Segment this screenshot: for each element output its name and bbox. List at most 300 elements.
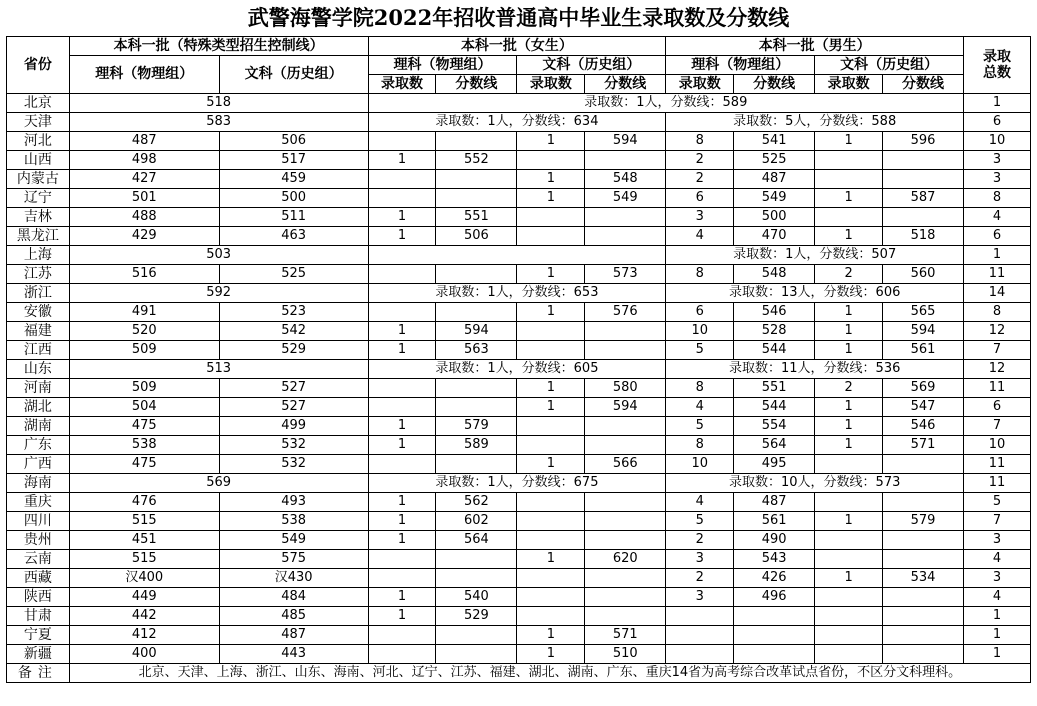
header-female-sci-score: 分数线 xyxy=(436,75,517,94)
table-row xyxy=(7,474,1031,493)
special-art-score: 575 xyxy=(219,550,368,569)
female-note-merged: 录取数：1人，分数线：653 xyxy=(368,284,666,303)
header-male-sci-score: 分数线 xyxy=(734,75,815,94)
female-art-count: 1 xyxy=(517,170,585,189)
special-art-score: 487 xyxy=(219,626,368,645)
table-row xyxy=(7,322,1031,341)
special-art-score: 527 xyxy=(219,379,368,398)
female-sci-score xyxy=(436,645,517,664)
total-cell: 14 xyxy=(964,284,1031,303)
special-art-score: 485 xyxy=(219,607,368,626)
male-art-score xyxy=(883,588,964,607)
total-cell: 12 xyxy=(964,360,1031,379)
female-sci-score xyxy=(436,398,517,417)
special-art-score: 511 xyxy=(219,208,368,227)
male-sci-count xyxy=(666,626,734,645)
male-sci-count: 2 xyxy=(666,569,734,588)
province-cell: 新疆 xyxy=(7,645,70,664)
female-art-count: 1 xyxy=(517,645,585,664)
female-art-score: 576 xyxy=(585,303,666,322)
header-group-female: 本科一批（女生） xyxy=(368,37,666,56)
female-art-count: 1 xyxy=(517,626,585,645)
special-art-score: 523 xyxy=(219,303,368,322)
male-sci-score xyxy=(734,607,815,626)
male-sci-score: 561 xyxy=(734,512,815,531)
male-art-count xyxy=(815,588,883,607)
total-cell: 3 xyxy=(964,531,1031,550)
female-art-score: 571 xyxy=(585,626,666,645)
special-sci-score: 427 xyxy=(69,170,219,189)
table-row xyxy=(7,626,1031,645)
female-sci-count xyxy=(368,569,436,588)
table-row xyxy=(7,379,1031,398)
special-sci-score: 538 xyxy=(69,436,219,455)
female-sci-count xyxy=(368,132,436,151)
female-art-count xyxy=(517,493,585,512)
female-art-count xyxy=(517,341,585,360)
female-sci-score xyxy=(436,170,517,189)
province-cell: 海南 xyxy=(7,474,70,493)
male-art-score xyxy=(883,626,964,645)
male-sci-score: 490 xyxy=(734,531,815,550)
male-art-score: 534 xyxy=(883,569,964,588)
special-sci-score: 476 xyxy=(69,493,219,512)
special-sci-score: 504 xyxy=(69,398,219,417)
female-sci-count xyxy=(368,170,436,189)
male-art-count: 1 xyxy=(815,341,883,360)
female-art-count: 1 xyxy=(517,455,585,474)
page-title: 武警海警学院2022年招收普通高中毕业生录取数及分数线 xyxy=(247,5,790,30)
male-sci-count xyxy=(666,645,734,664)
male-art-score: 560 xyxy=(883,265,964,284)
female-art-count: 1 xyxy=(517,189,585,208)
male-note-merged: 录取数：5人，分数线：588 xyxy=(666,113,964,132)
province-cell: 内蒙古 xyxy=(7,170,70,189)
province-cell: 重庆 xyxy=(7,493,70,512)
male-art-count: 1 xyxy=(815,417,883,436)
header-special-art: 文科（历史组） xyxy=(219,56,368,94)
female-art-score xyxy=(585,436,666,455)
female-art-count xyxy=(517,569,585,588)
male-art-count xyxy=(815,626,883,645)
province-cell: 甘肃 xyxy=(7,607,70,626)
female-male-note-merged: 录取数：1人，分数线：589 xyxy=(368,94,964,113)
total-cell: 6 xyxy=(964,113,1031,132)
female-sci-count: 1 xyxy=(368,531,436,550)
province-cell: 四川 xyxy=(7,512,70,531)
special-art-score: 459 xyxy=(219,170,368,189)
male-sci-score: 495 xyxy=(734,455,815,474)
male-sci-count: 6 xyxy=(666,303,734,322)
province-cell: 山西 xyxy=(7,151,70,170)
table-row xyxy=(7,607,1031,626)
special-sci-score: 449 xyxy=(69,588,219,607)
special-art-score: 525 xyxy=(219,265,368,284)
male-sci-score: 551 xyxy=(734,379,815,398)
male-art-count xyxy=(815,645,883,664)
header-female-sci: 理科（物理组） xyxy=(368,56,517,75)
special-sci-score: 475 xyxy=(69,417,219,436)
female-sci-count xyxy=(368,550,436,569)
female-art-count xyxy=(517,436,585,455)
header-male-sci-count: 录取数 xyxy=(666,75,734,94)
female-art-score: 510 xyxy=(585,645,666,664)
male-art-count xyxy=(815,531,883,550)
male-sci-score: 544 xyxy=(734,341,815,360)
special-art-score: 532 xyxy=(219,455,368,474)
header-special-sci: 理科（物理组） xyxy=(69,56,219,94)
special-sci-score: 442 xyxy=(69,607,219,626)
special-art-score: 527 xyxy=(219,398,368,417)
total-cell: 10 xyxy=(964,436,1031,455)
male-sci-score: 500 xyxy=(734,208,815,227)
total-cell: 7 xyxy=(964,512,1031,531)
total-cell: 4 xyxy=(964,208,1031,227)
male-sci-count: 4 xyxy=(666,227,734,246)
female-sci-count xyxy=(368,626,436,645)
table-row xyxy=(7,151,1031,170)
female-art-score xyxy=(585,512,666,531)
province-cell: 陕西 xyxy=(7,588,70,607)
table-row xyxy=(7,94,1031,113)
male-sci-score: 470 xyxy=(734,227,815,246)
male-art-count xyxy=(815,607,883,626)
total-cell: 1 xyxy=(964,246,1031,265)
female-note-merged xyxy=(368,246,666,265)
female-sci-score: 589 xyxy=(436,436,517,455)
male-art-score: 596 xyxy=(883,132,964,151)
female-art-score xyxy=(585,493,666,512)
province-cell: 北京 xyxy=(7,94,70,113)
male-sci-count: 8 xyxy=(666,265,734,284)
female-art-score xyxy=(585,531,666,550)
special-art-score: 529 xyxy=(219,341,368,360)
female-sci-count xyxy=(368,303,436,322)
female-sci-score: 540 xyxy=(436,588,517,607)
male-sci-score: 487 xyxy=(734,493,815,512)
male-art-count xyxy=(815,493,883,512)
total-cell: 3 xyxy=(964,569,1031,588)
female-sci-score: 551 xyxy=(436,208,517,227)
female-sci-count xyxy=(368,455,436,474)
female-art-count xyxy=(517,588,585,607)
male-sci-count: 8 xyxy=(666,379,734,398)
female-sci-count: 1 xyxy=(368,227,436,246)
province-cell: 浙江 xyxy=(7,284,70,303)
female-sci-score xyxy=(436,265,517,284)
female-sci-score: 564 xyxy=(436,531,517,550)
female-art-count: 1 xyxy=(517,550,585,569)
female-art-score: 549 xyxy=(585,189,666,208)
header-female-art-count: 录取数 xyxy=(517,75,585,94)
province-cell: 云南 xyxy=(7,550,70,569)
female-art-count xyxy=(517,512,585,531)
header-male-art-count: 录取数 xyxy=(815,75,883,94)
total-cell: 11 xyxy=(964,265,1031,284)
male-art-count: 1 xyxy=(815,512,883,531)
male-art-count: 1 xyxy=(815,398,883,417)
female-sci-count: 1 xyxy=(368,322,436,341)
female-sci-score: 602 xyxy=(436,512,517,531)
female-art-score: 580 xyxy=(585,379,666,398)
province-cell: 黑龙江 xyxy=(7,227,70,246)
special-sci-score: 509 xyxy=(69,379,219,398)
female-sci-score xyxy=(436,132,517,151)
female-sci-score: 594 xyxy=(436,322,517,341)
male-art-count xyxy=(815,550,883,569)
female-art-score: 573 xyxy=(585,265,666,284)
total-cell: 8 xyxy=(964,303,1031,322)
table-row xyxy=(7,227,1031,246)
male-sci-count: 5 xyxy=(666,417,734,436)
male-sci-score: 549 xyxy=(734,189,815,208)
special-sci-score: 429 xyxy=(69,227,219,246)
special-sci-score: 400 xyxy=(69,645,219,664)
total-cell: 11 xyxy=(964,455,1031,474)
special-art-score: 463 xyxy=(219,227,368,246)
province-cell: 西藏 xyxy=(7,569,70,588)
special-line-merged: 592 xyxy=(69,284,368,303)
province-cell: 辽宁 xyxy=(7,189,70,208)
male-sci-score: 525 xyxy=(734,151,815,170)
female-sci-score xyxy=(436,379,517,398)
female-art-score xyxy=(585,227,666,246)
special-art-score: 517 xyxy=(219,151,368,170)
special-sci-score: 汉400 xyxy=(69,569,219,588)
female-note-merged: 录取数：1人，分数线：605 xyxy=(368,360,666,379)
total-cell: 1 xyxy=(964,645,1031,664)
male-sci-count: 3 xyxy=(666,588,734,607)
male-sci-count: 2 xyxy=(666,170,734,189)
male-sci-count: 6 xyxy=(666,189,734,208)
special-sci-score: 487 xyxy=(69,132,219,151)
special-sci-score: 488 xyxy=(69,208,219,227)
male-art-score xyxy=(883,455,964,474)
province-cell: 宁夏 xyxy=(7,626,70,645)
male-art-count xyxy=(815,151,883,170)
male-sci-count: 5 xyxy=(666,341,734,360)
female-sci-count xyxy=(368,398,436,417)
province-cell: 天津 xyxy=(7,113,70,132)
special-art-score: 汉430 xyxy=(219,569,368,588)
female-art-score: 548 xyxy=(585,170,666,189)
female-sci-score xyxy=(436,626,517,645)
female-art-count: 1 xyxy=(517,303,585,322)
table-header xyxy=(7,37,1031,94)
total-cell: 8 xyxy=(964,189,1031,208)
male-note-merged: 录取数：10人，分数线：573 xyxy=(666,474,964,493)
province-cell: 贵州 xyxy=(7,531,70,550)
province-cell: 广西 xyxy=(7,455,70,474)
female-sci-score: 579 xyxy=(436,417,517,436)
female-art-score: 566 xyxy=(585,455,666,474)
male-sci-count: 10 xyxy=(666,322,734,341)
female-sci-score: 529 xyxy=(436,607,517,626)
special-sci-score: 412 xyxy=(69,626,219,645)
male-sci-count: 3 xyxy=(666,208,734,227)
special-art-score: 542 xyxy=(219,322,368,341)
male-sci-score: 554 xyxy=(734,417,815,436)
male-note-merged: 录取数：1人，分数线：507 xyxy=(666,246,964,265)
total-cell: 5 xyxy=(964,493,1031,512)
header-male-sci: 理科（物理组） xyxy=(666,56,815,75)
male-sci-score xyxy=(734,645,815,664)
total-cell: 4 xyxy=(964,588,1031,607)
male-sci-count: 8 xyxy=(666,436,734,455)
female-sci-count xyxy=(368,645,436,664)
table-row xyxy=(7,265,1031,284)
province-cell: 湖北 xyxy=(7,398,70,417)
female-sci-score xyxy=(436,303,517,322)
female-sci-count: 1 xyxy=(368,493,436,512)
female-sci-count: 1 xyxy=(368,151,436,170)
male-sci-score: 487 xyxy=(734,170,815,189)
special-line-merged: 583 xyxy=(69,113,368,132)
table-row xyxy=(7,455,1031,474)
special-art-score: 506 xyxy=(219,132,368,151)
female-art-score xyxy=(585,417,666,436)
male-art-score: 518 xyxy=(883,227,964,246)
province-cell: 江西 xyxy=(7,341,70,360)
province-cell: 河北 xyxy=(7,132,70,151)
female-sci-count: 1 xyxy=(368,208,436,227)
table-row xyxy=(7,588,1031,607)
female-art-score xyxy=(585,341,666,360)
table-row xyxy=(7,398,1031,417)
female-art-count: 1 xyxy=(517,265,585,284)
special-art-score: 500 xyxy=(219,189,368,208)
female-sci-count xyxy=(368,265,436,284)
female-sci-count: 1 xyxy=(368,607,436,626)
special-art-score: 538 xyxy=(219,512,368,531)
table-row xyxy=(7,417,1031,436)
female-art-score: 594 xyxy=(585,132,666,151)
female-sci-score xyxy=(436,569,517,588)
total-cell: 3 xyxy=(964,170,1031,189)
male-sci-score: 548 xyxy=(734,265,815,284)
female-sci-count: 1 xyxy=(368,512,436,531)
total-cell: 7 xyxy=(964,417,1031,436)
male-sci-count: 10 xyxy=(666,455,734,474)
male-sci-score: 496 xyxy=(734,588,815,607)
table-footer xyxy=(7,664,1031,683)
male-art-count xyxy=(815,455,883,474)
table-row xyxy=(7,170,1031,189)
female-sci-score xyxy=(436,189,517,208)
female-art-count xyxy=(517,531,585,550)
male-note-merged: 录取数：11人，分数线：536 xyxy=(666,360,964,379)
female-art-count xyxy=(517,208,585,227)
male-sci-count: 3 xyxy=(666,550,734,569)
male-art-count: 2 xyxy=(815,379,883,398)
table-row xyxy=(7,531,1031,550)
female-art-score xyxy=(585,588,666,607)
province-cell: 河南 xyxy=(7,379,70,398)
province-cell: 吉林 xyxy=(7,208,70,227)
male-art-score: 569 xyxy=(883,379,964,398)
table-row xyxy=(7,132,1031,151)
special-art-score: 549 xyxy=(219,531,368,550)
male-art-score xyxy=(883,170,964,189)
header-female-art: 文科（历史组） xyxy=(517,56,666,75)
province-cell: 安徽 xyxy=(7,303,70,322)
header-male-art: 文科（历史组） xyxy=(815,56,964,75)
special-art-score: 443 xyxy=(219,645,368,664)
total-cell: 7 xyxy=(964,341,1031,360)
male-sci-score: 528 xyxy=(734,322,815,341)
special-line-merged: 518 xyxy=(69,94,368,113)
table-row xyxy=(7,360,1031,379)
male-sci-score xyxy=(734,626,815,645)
male-art-score xyxy=(883,607,964,626)
province-cell: 山东 xyxy=(7,360,70,379)
header-group-male: 本科一批（男生） xyxy=(666,37,964,56)
male-art-count: 1 xyxy=(815,189,883,208)
male-art-count: 1 xyxy=(815,569,883,588)
header-province: 省份 xyxy=(7,37,70,94)
female-art-count xyxy=(517,417,585,436)
province-cell: 江苏 xyxy=(7,265,70,284)
female-art-count: 1 xyxy=(517,379,585,398)
header-female-art-score: 分数线 xyxy=(585,75,666,94)
table-row xyxy=(7,512,1031,531)
female-art-count xyxy=(517,151,585,170)
female-art-score xyxy=(585,322,666,341)
remark-text: 北京、天津、上海、浙江、山东、海南、河北、辽宁、江苏、福建、湖北、湖南、广东、重庆14省为高考综合改革试点省份，不区分文科理科。 xyxy=(69,664,1030,683)
total-cell: 6 xyxy=(964,227,1031,246)
special-sci-score: 498 xyxy=(69,151,219,170)
special-art-score: 499 xyxy=(219,417,368,436)
female-sci-score: 552 xyxy=(436,151,517,170)
male-art-score: 579 xyxy=(883,512,964,531)
male-sci-score: 426 xyxy=(734,569,815,588)
special-sci-score: 475 xyxy=(69,455,219,474)
female-sci-count: 1 xyxy=(368,436,436,455)
male-art-count: 1 xyxy=(815,227,883,246)
female-art-score xyxy=(585,607,666,626)
male-sci-count: 4 xyxy=(666,493,734,512)
female-art-score: 594 xyxy=(585,398,666,417)
female-art-count: 1 xyxy=(517,398,585,417)
table-row xyxy=(7,493,1031,512)
male-art-score xyxy=(883,550,964,569)
male-art-count: 1 xyxy=(815,436,883,455)
female-sci-count: 1 xyxy=(368,341,436,360)
female-art-score: 620 xyxy=(585,550,666,569)
male-art-score: 587 xyxy=(883,189,964,208)
female-art-score xyxy=(585,569,666,588)
male-art-score: 565 xyxy=(883,303,964,322)
male-art-count: 1 xyxy=(815,322,883,341)
province-cell: 湖南 xyxy=(7,417,70,436)
male-art-score: 546 xyxy=(883,417,964,436)
male-art-score: 571 xyxy=(883,436,964,455)
male-sci-score: 564 xyxy=(734,436,815,455)
special-art-score: 484 xyxy=(219,588,368,607)
header-female-sci-count: 录取数 xyxy=(368,75,436,94)
total-cell: 11 xyxy=(964,474,1031,493)
table-row xyxy=(7,208,1031,227)
female-art-score xyxy=(585,208,666,227)
special-art-score: 493 xyxy=(219,493,368,512)
province-cell: 福建 xyxy=(7,322,70,341)
table-body xyxy=(7,94,1031,664)
total-cell: 3 xyxy=(964,151,1031,170)
male-art-count: 1 xyxy=(815,132,883,151)
female-sci-score: 563 xyxy=(436,341,517,360)
remark-label: 备注 xyxy=(7,664,70,683)
female-sci-count: 1 xyxy=(368,588,436,607)
